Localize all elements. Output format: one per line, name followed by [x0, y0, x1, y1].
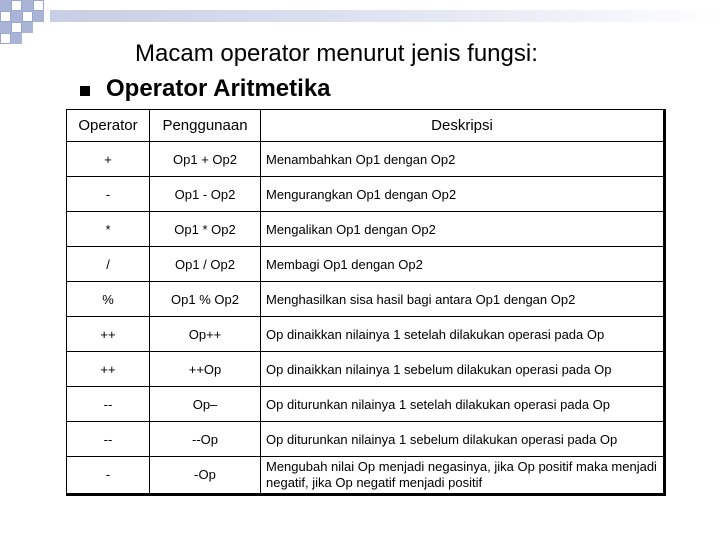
column-header-operator: Operator [67, 110, 150, 142]
column-header-deskripsi: Deskripsi [261, 110, 665, 142]
table-row [67, 422, 665, 457]
deco-square [0, 22, 11, 33]
slide-heading: Operator Aritmetika [106, 75, 331, 102]
decorative-band [50, 10, 720, 22]
description-cell: Mengalikan Op1 dengan Op2 [261, 212, 665, 247]
operator-cell: ++ [67, 352, 150, 387]
operator-table [66, 109, 666, 496]
deco-square [0, 0, 11, 11]
deco-square [33, 0, 44, 11]
operator-cell: -- [67, 387, 150, 422]
description-cell: Membagi Op1 dengan Op2 [261, 247, 665, 282]
usage-cell: --Op [150, 422, 261, 457]
operator-cell: / [67, 247, 150, 282]
deco-square [11, 22, 22, 33]
usage-cell: Op++ [150, 317, 261, 352]
bullet-icon [80, 86, 90, 96]
deco-square [11, 0, 22, 11]
deco-square [0, 33, 11, 44]
table-row [67, 212, 665, 247]
operator-cell: - [67, 457, 150, 495]
table-row [67, 457, 665, 495]
operator-cell: ++ [67, 317, 150, 352]
slide-subtitle: Macam operator menurut jenis fungsi: [135, 40, 538, 67]
deco-square [11, 33, 22, 44]
description-cell: Op dinaikkan nilainya 1 setelah dilakukan operasi pada Op [261, 317, 665, 352]
description-cell: Menambahkan Op1 dengan Op2 [261, 142, 665, 177]
table-row [67, 247, 665, 282]
description-cell: Mengubah nilai Op menjadi negasinya, jika Op positif maka menjadi negatif, jika Op negatif menjadi positif [261, 457, 665, 495]
operator-cell: % [67, 282, 150, 317]
deco-square [22, 0, 33, 11]
deco-square [0, 11, 11, 22]
operator-cell: -- [67, 422, 150, 457]
operator-cell: - [67, 177, 150, 212]
table-row [67, 317, 665, 352]
usage-cell: Op1 - Op2 [150, 177, 261, 212]
description-cell: Op diturunkan nilainya 1 sebelum dilakukan operasi pada Op [261, 422, 665, 457]
deco-square [22, 11, 33, 22]
table-header-row [67, 110, 665, 142]
description-cell: Mengurangkan Op1 dengan Op2 [261, 177, 665, 212]
description-cell: Op diturunkan nilainya 1 setelah dilakukan operasi pada Op [261, 387, 665, 422]
table-row [67, 387, 665, 422]
usage-cell: Op1 % Op2 [150, 282, 261, 317]
usage-cell: -Op [150, 457, 261, 495]
usage-cell: ++Op [150, 352, 261, 387]
usage-cell: Op1 + Op2 [150, 142, 261, 177]
description-cell: Menghasilkan sisa hasil bagi antara Op1 dengan Op2 [261, 282, 665, 317]
usage-cell: Op1 / Op2 [150, 247, 261, 282]
table-row [67, 177, 665, 212]
table-row [67, 352, 665, 387]
operator-cell: * [67, 212, 150, 247]
table-row [67, 282, 665, 317]
usage-cell: Op– [150, 387, 261, 422]
operator-cell: + [67, 142, 150, 177]
deco-square [11, 11, 22, 22]
deco-square [22, 22, 33, 33]
column-header-penggunaan: Penggunaan [150, 110, 261, 142]
description-cell: Op dinaikkan nilainya 1 sebelum dilakukan operasi pada Op [261, 352, 665, 387]
usage-cell: Op1 * Op2 [150, 212, 261, 247]
table-row [67, 142, 665, 177]
deco-square [33, 11, 44, 22]
